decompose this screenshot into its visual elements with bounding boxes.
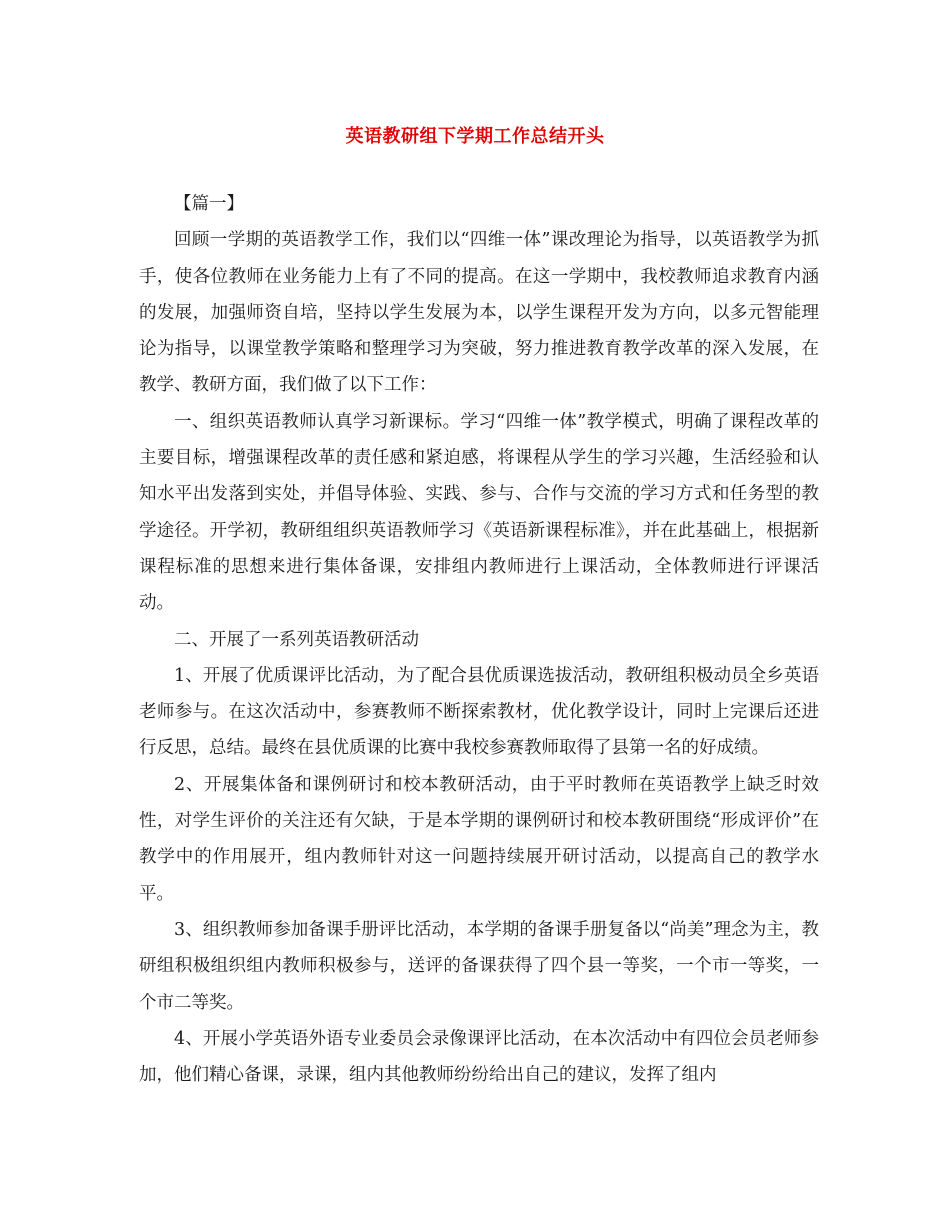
paragraph-item-2: 2、开展集体备和课例研讨和校本教研活动，由于平时教师在英语教学上缺乏时效性，对学生评价的关注还有欠缺，于是本学期的课例研讨和校本教研围绕“形成评价”在教学中的作用展开，组内教师针对这一问题持续展开研讨活动，以提高自己的教学水平。 bbox=[139, 774, 819, 904]
document-title: 英语教研组下学期工作总结开头 bbox=[345, 126, 605, 147]
document-body bbox=[139, 186, 819, 1093]
paragraph-item-3: 3、组织教师参加备课手册评比活动，本学期的备课手册复备以“尚美”理念为主，教研组积极组织组内教师积极参与，送评的备课获得了四个县一等奖，一个市一等奖，一个市二等奖。 bbox=[139, 919, 819, 1013]
paragraph-activities-heading: 二、开展了一系列英语教研活动 bbox=[174, 629, 419, 650]
paragraph-item-4: 4、开展小学英语外语专业委员会录像课评比活动，在本次活动中有四位会员老师参加，他们精心备课，录课，组内其他教师纷纷给出自己的建议，发挥了组内 bbox=[139, 1028, 819, 1086]
paragraph-intro: 回顾一学期的英语教学工作，我们以“四维一体”课改理论为指导，以英语教学为抓手，使各位教师在业务能力上有了不同的提高。在这一学期中，我校教师追求教育内涵的发展，加强师资自培，坚持以学生发展为本，以学生课程开发为方向，以多元智能理论为指导，以课堂教学策略和整理学习为突破，努力推进教育教学改革的深入发展，在教学、教研方面，我们做了以下工作： bbox=[139, 230, 819, 396]
paragraph-item-1: 1、开展了优质课评比活动，为了配合县优质课选拔活动，教研组积极动员全乡英语老师参与。在这次活动中，参赛教师不断探索教材，优化教学设计，同时上完课后还进行反思，总结。最终在县优质课的比赛中我校参赛教师取得了县第一名的好成绩。 bbox=[139, 665, 819, 759]
section-label: 【篇一】 bbox=[174, 194, 244, 214]
paragraph-study-new-curriculum: 一、组织英语教师认真学习新课标。学习“四维一体”教学模式，明确了课程改革的主要目标，增强课程改革的责任感和紧迫感，将课程从学生的学习兴趣，生活经验和认知水平出发落到实处，并倡导体验、实践、参与、合作与交流的学习方式和任务型的教学途径。开学初，教研组组织英语教师学习《英语新课程标准》，并在此基础上，根据新课程标准的思想来进行集体备课，安排组内教师进行上课活动，全体教师进行评课活动。 bbox=[139, 411, 819, 614]
